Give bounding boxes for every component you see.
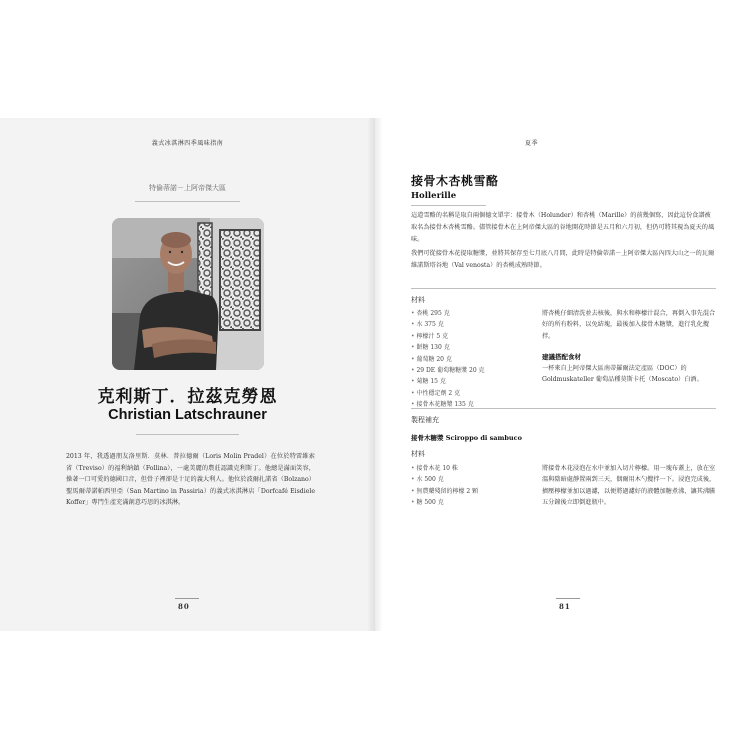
- right-page: [375, 118, 750, 631]
- syrup-ingredient-list: [411, 463, 531, 509]
- page-number-rule: [175, 598, 199, 599]
- list-item: • 接骨木花糖漿 135 克: [411, 399, 531, 410]
- recipe-title-english: Hollerille: [411, 191, 457, 201]
- left-page: [0, 118, 375, 631]
- portrait-illustration: [112, 218, 264, 370]
- list-item: • 糖 500 克: [411, 497, 531, 508]
- chef-portrait-photo: [112, 218, 264, 370]
- page-gutter-shade: [375, 118, 383, 631]
- list-item: • 29 DE 葡萄糖糖漿 20 克: [411, 365, 531, 376]
- region-caption: 特倫蒂諾－上阿帝傑大區: [149, 184, 226, 192]
- chef-biography: 2013 年，我透過朋友洛里斯．莫林．普拉德爾（Loris Molin Pradel）在位於特雷維索省（Treviso）的福利納鎮（Follina），一處美麗的農莊認識克利斯丁。他總是滿面笑容，操著一口可愛的德國口音，但骨子裡卻是十足的義大利人。他位於波爾扎諾省（Bolzano）聖馬爾蒂諾帕西里亞（San Martino in Passiria）的義式冰淇淋店「Dorfcafé Eisdiele Koffer」專門生產充滿創意巧思的冰淇淋。: [66, 453, 315, 506]
- method-text: 將杏桃仔細清洗並去核後，與水和檸檬汁混合，再倒入事先混合好的所有粉料，以免結塊，最後加入接骨木糖漿，進行乳化攪拌。: [542, 310, 716, 340]
- list-item: • 無農藥殘留的檸檬 2 顆: [411, 486, 531, 497]
- chef-name-chinese: 克利斯丁．拉茲克勞恩: [97, 387, 278, 407]
- page-number: 81: [559, 602, 571, 611]
- intro-paragraph: 這道雪酪的名稱是取自兩個德文單字：接骨木（Holunder）和杏桃（Marille）的前幾個寫，因此這份食譜被取名為接骨木杏桃雪酪。儘管接骨木在上阿帝傑大區的谷地開花時節是五月和六月初，但仍可將其視為夏天的風味。: [411, 212, 715, 243]
- title-divider: [411, 205, 486, 206]
- section-divider: [411, 408, 716, 409]
- page-number-rule: [556, 598, 580, 599]
- list-item: • 水 375 克: [411, 319, 531, 330]
- list-item: • 水 500 克: [411, 474, 531, 485]
- chef-name-english: Christian Latschrauner: [108, 407, 267, 423]
- syrup-title: 接骨木糖漿 Sciroppo di sambuco: [411, 434, 522, 442]
- ingredient-list: [411, 308, 531, 411]
- recipe-title-chinese: 接骨木杏桃雪酪: [411, 174, 499, 188]
- intro-paragraph-second: 我們可從接骨木花提取糖漿，並將其保存至七月底八月間，此時是特倫蒂諾－上阿帝傑大區內四大山之一的瓦爾維諾斯塔谷地（Val venosta）的杏桃成熟時節。: [411, 250, 715, 269]
- list-item: • 中性穩定劑 2 克: [411, 388, 531, 399]
- list-item: • 菊糖 15 克: [411, 376, 531, 387]
- syrup-method-text: 將接骨木花浸泡在水中並加入切片檸檬。用一塊布蓋上，放在室溫與陰暗處靜置兩到三天，偶爾用木勺攪拌一下。浸泡完成後，擠壓檸檬並加以過濾，以便將過濾好的液體加糖煮沸，讓其沸騰五分鐘後立即倒進瓶中。: [542, 465, 716, 507]
- list-item: • 接骨木花 10 株: [411, 463, 531, 474]
- name-divider: [136, 434, 239, 435]
- list-item: • 餅糖 130 克: [411, 342, 531, 353]
- caption-divider: [135, 201, 240, 202]
- syrup-materials-label: 材料: [411, 450, 425, 458]
- list-item: • 杏桃 295 克: [411, 308, 531, 319]
- list-item: • 檸檬汁 5 克: [411, 331, 531, 342]
- section-divider: [411, 288, 716, 289]
- list-item: • 葡萄糖 20 克: [411, 354, 531, 365]
- page-gutter-shade: [367, 118, 375, 631]
- pairing-text: 一杯來自上阿帝傑大區南蒂羅爾法定產區（DOC）的 Goldmuskateller 葡萄品種莫斯卡托（Moscato）白酒。: [542, 365, 703, 384]
- pairing-title: 建議搭配食材: [542, 353, 581, 361]
- right-running-header: 夏季: [525, 140, 539, 147]
- page-number: 80: [178, 602, 190, 611]
- materials-label: 材料: [411, 296, 425, 304]
- process-supplement-label: 製程補充: [411, 416, 439, 424]
- left-running-header: 義式冰淇淋四季風味指南: [151, 140, 224, 147]
